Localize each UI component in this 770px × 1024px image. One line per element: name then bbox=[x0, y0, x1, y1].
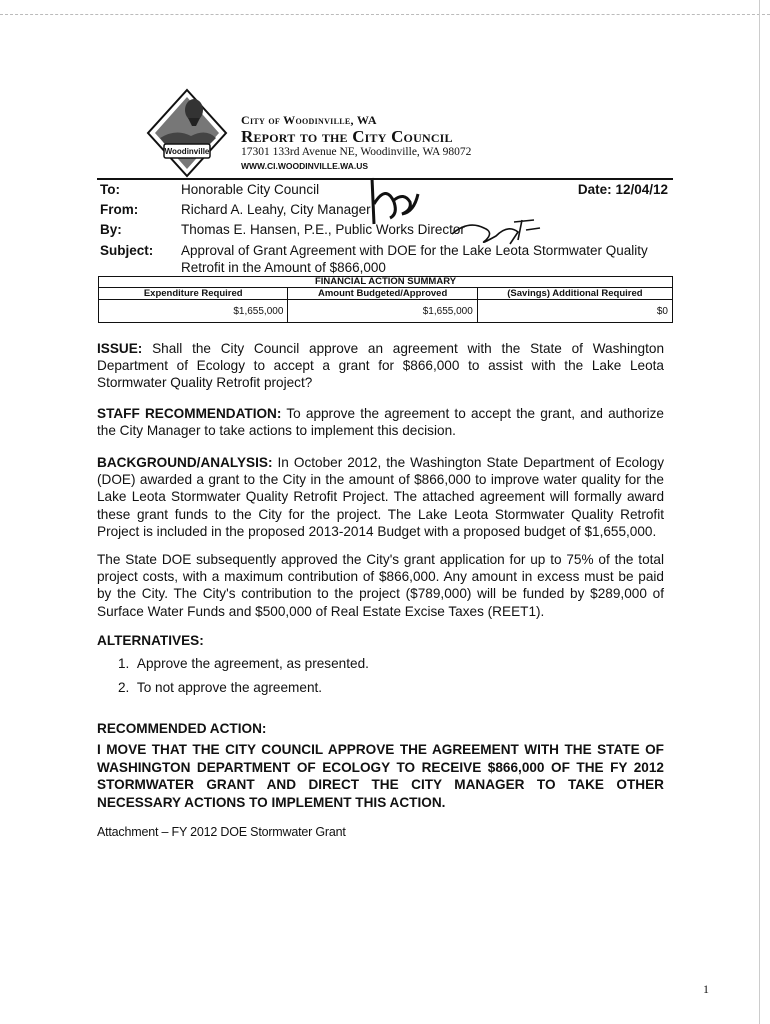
to-value: Honorable City Council bbox=[181, 182, 320, 197]
background-paragraph bbox=[97, 454, 664, 540]
list-item bbox=[118, 680, 322, 695]
page-number: 1 bbox=[703, 982, 709, 996]
motion-text: I MOVE THAT THE CITY COUNCIL APPROVE THE AGREEMENT WITH THE STATE OF WASHINGTON DEPARTMENT OF ECOLOGY TO RECEIVE $866,000 OF THE FY 2012 STORMWATER GRANT AND DIRECT THE CITY MANAGER TO TAKE OTHER NECESSARY ACTIONS TO IMPLEMENT THIS ACTION. bbox=[97, 742, 664, 810]
scan-edge-right bbox=[759, 0, 760, 1024]
financial-title: FINANCIAL ACTION SUMMARY bbox=[99, 277, 673, 288]
background-label: BACKGROUND/ANALYSIS: bbox=[97, 455, 273, 470]
director-signature bbox=[448, 214, 544, 252]
list-item-text: To not approve the agreement. bbox=[136, 680, 323, 695]
subject-label: Subject: bbox=[100, 243, 154, 258]
financial-action-summary bbox=[98, 276, 673, 323]
alternatives-heading: ALTERNATIVES: bbox=[97, 633, 204, 648]
financial-header: Expenditure Required bbox=[99, 288, 288, 300]
from-value: Richard A. Leahy, City Manager bbox=[181, 202, 371, 217]
staff-text: To approve the agreement to accept the grant, and authorize the City Manager to take actions to implement this decision. bbox=[97, 406, 664, 439]
to-label: To: bbox=[100, 182, 120, 197]
background-paragraph-2: The State DOE subsequently approved the City's grant application for up to 75% of the total project costs, with a maximum contribution of $866,000. Any amount in excess must be paid by the City. The City's contribution to the project ($789,000) will be funded by $289,000 of Surface Water Funds and $500,000 of Real Estate Excise Taxes (REET1). bbox=[97, 552, 664, 619]
list-item-text: Approve the agreement, as presented. bbox=[136, 656, 369, 671]
list-item bbox=[118, 656, 369, 671]
issue-paragraph bbox=[97, 340, 664, 392]
attachment-note: Attachment – FY 2012 DOE Stormwater Grant bbox=[97, 825, 346, 839]
financial-value: $0 bbox=[477, 300, 672, 323]
issue-text: Shall the City Council approve an agreement with the State of Washington Department of Ecology to accept a grant for $866,000 to assist with the Lake Leota Stormwater Quality Retrofit project? bbox=[97, 341, 664, 391]
issue-label: ISSUE: bbox=[97, 341, 143, 356]
staff-label: STAFF RECOMMENDATION: bbox=[97, 406, 282, 421]
city-website: WWW.CI.WOODINVILLE.WA.US bbox=[241, 161, 369, 171]
date-text: 12/04/12 bbox=[615, 182, 668, 197]
financial-value: $1,655,000 bbox=[99, 300, 288, 323]
financial-header: (Savings) Additional Required bbox=[477, 288, 672, 300]
report-title: Report to the City Council bbox=[241, 127, 453, 146]
list-item-number: 2. bbox=[118, 680, 130, 695]
by-value: Thomas E. Hansen, P.E., Public Works Director bbox=[181, 222, 465, 237]
logo-text: Woodinville bbox=[164, 147, 210, 156]
date-label: Date: bbox=[577, 182, 612, 197]
subject-line-2: Retrofit in the Amount of $866,000 bbox=[181, 260, 386, 275]
background-text: In October 2012, the Washington State Department of Ecology (DOE) awarded a grant to the City in the amount of $866,000 to improve water quality for the Lake Leota Stormwater Quality Retrofit Project. The attached agreement will formally award these grant funds to the City for the project. The Lake Leota Stormwater Quality Retrofit Project is included in the proposed 2013-2014 Budget with a proposed budget of $1,655,000. bbox=[97, 455, 664, 539]
subject-line-1: Approval of Grant Agreement with DOE for the Lake Leota Stormwater Quality bbox=[181, 243, 648, 258]
financial-header: Amount Budgeted/Approved bbox=[288, 288, 477, 300]
city-logo bbox=[146, 88, 228, 178]
financial-value: $1,655,000 bbox=[288, 300, 477, 323]
city-address: 17301 133rd Avenue NE, Woodinville, WA 98072 bbox=[241, 146, 472, 158]
scan-edge-top bbox=[0, 0, 770, 15]
list-item-number: 1. bbox=[118, 656, 130, 671]
by-label: By: bbox=[100, 222, 122, 237]
city-manager-initials bbox=[364, 174, 420, 228]
recommended-action-heading: RECOMMENDED ACTION: bbox=[97, 721, 267, 736]
city-name: City of Woodinville, WA bbox=[241, 113, 377, 127]
from-label: From: bbox=[100, 202, 139, 217]
date-value bbox=[578, 181, 668, 199]
staff-recommendation-paragraph bbox=[97, 405, 664, 439]
